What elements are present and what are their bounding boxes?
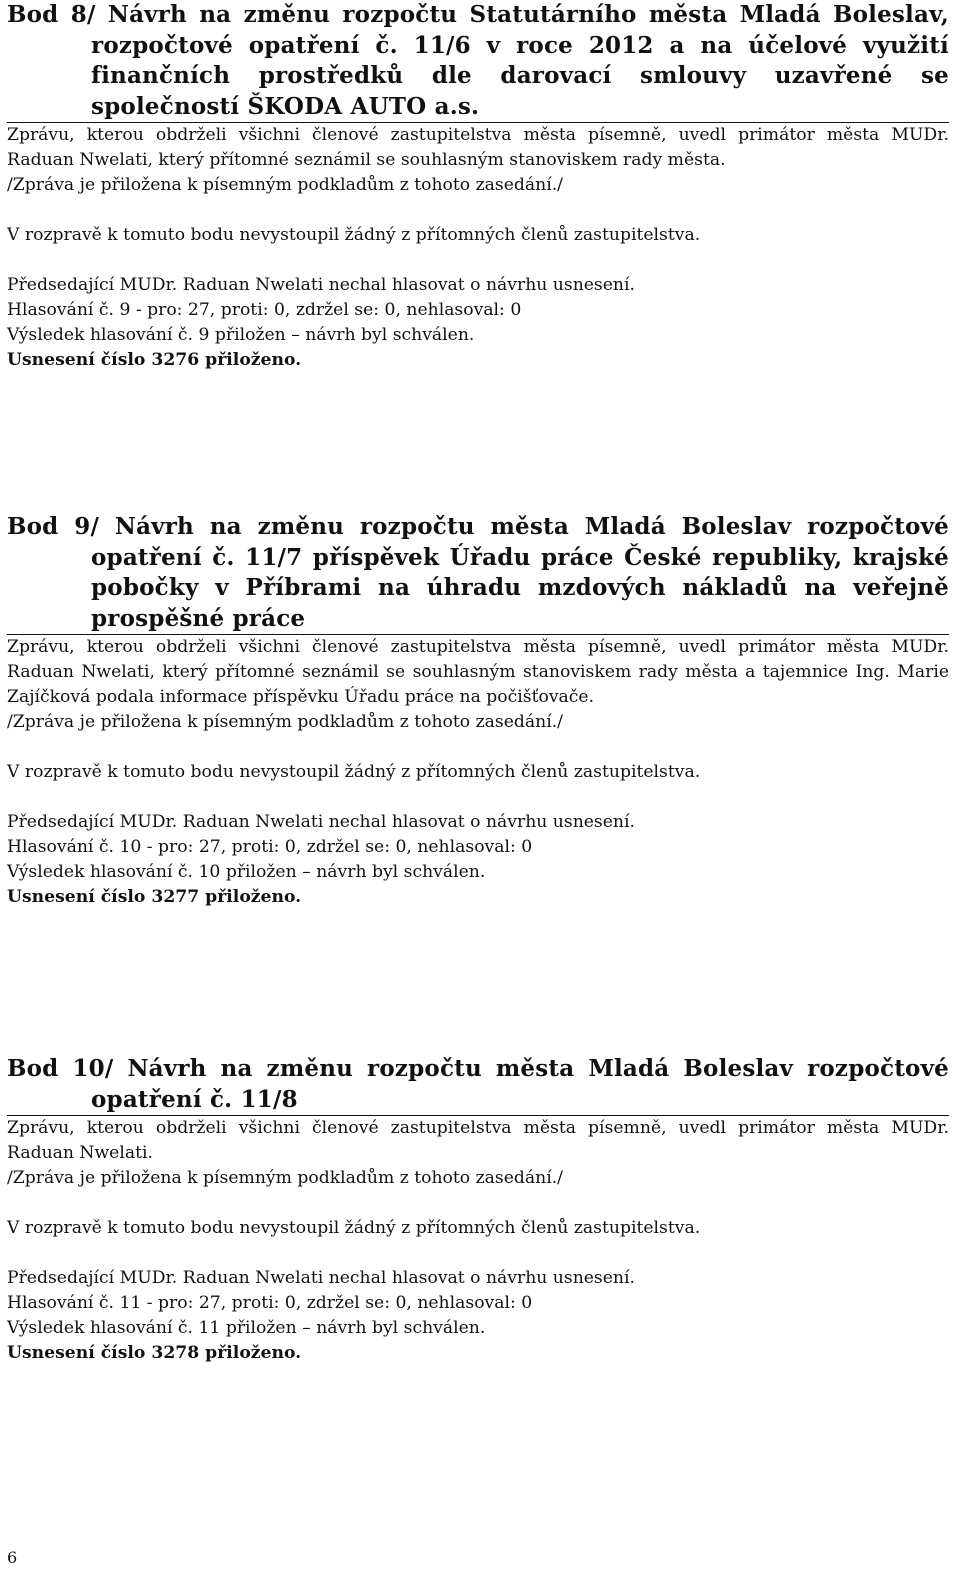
agenda-item-9 [7,512,949,910]
attachment-note: /Zpráva je přiložena k písemným podkladům z tohoto zasedání./ [7,712,563,732]
agenda-item-number: Bod 10/ [7,1055,128,1082]
attachment-note: /Zpráva je přiložena k písemným podkladům z tohoto zasedání./ [7,1168,563,1188]
attachment-note: /Zpráva je přiložena k písemným podkladům z tohoto zasedání./ [7,175,563,195]
chair-note: Předsedající MUDr. Raduan Nwelati nechal hlasovat o návrhu usnesení. [7,812,635,832]
agenda-item-title: Návrh na změnu rozpočtu města Mladá Boleslav rozpočtové opatření č. 11/8 [91,1055,949,1113]
report-paragraph: Zprávu, kterou obdrželi všichni členové zastupitelstva města písemně, uvedl primátor města MUDr. Raduan Nwelati, který přítomné seznámil se souhlasným stanoviskem rady města. [7,125,949,170]
agenda-item-heading [7,512,949,635]
vote-line: Hlasování č. 10 - pro: 27, proti: 0, zdržel se: 0, nehlasoval: 0 [7,837,533,857]
agenda-item-10 [7,1054,949,1366]
vote-result: Výsledek hlasování č. 9 přiložen – návrh byl schválen. [7,325,475,345]
agenda-item-heading [7,1054,949,1116]
report-paragraph: Zprávu, kterou obdrželi všichni členové zastupitelstva města písemně, uvedl primátor města MUDr. Raduan Nwelati, který přítomné seznámil se souhlasným stanoviskem rady města a tajemnice Ing. Marie Zajíčková podala informace příspěvku Úřadu práce na počišťovače. [7,637,949,707]
agenda-item-title: Návrh na změnu rozpočtu Statutárního města Mladá Boleslav, rozpočtové opatření č. 11/6 v roce 2012 a na účelové využití finančních prostředků dle darovací smlouvy uzavřené se společností ŠKODA AUTO a.s. [91,1,949,120]
report-paragraph: Zprávu, kterou obdrželi všichni členové zastupitelstva města písemně, uvedl primátor města MUDr. Raduan Nwelati. [7,1118,949,1163]
page-number: 6 [7,1548,18,1567]
vote-result: Výsledek hlasování č. 10 přiložen – návrh byl schválen. [7,862,486,882]
agenda-item-title: Návrh na změnu rozpočtu města Mladá Boleslav rozpočtové opatření č. 11/7 příspěvek Úřadu práce České republiky, krajské pobočky v Příbrami na úhradu mzdových nákladů na veřejně prospěšné práce [91,513,949,632]
agenda-item-heading [7,0,949,123]
vote-result: Výsledek hlasování č. 11 přiložen – návrh byl schválen. [7,1318,486,1338]
debate-note: V rozpravě k tomuto bodu nevystoupil žádný z přítomných členů zastupitelstva. [7,225,701,245]
chair-note: Předsedající MUDr. Raduan Nwelati nechal hlasovat o návrhu usnesení. [7,1268,635,1288]
resolution-note: Usnesení číslo 3276 přiloženo. [7,350,302,370]
vote-line: Hlasování č. 9 - pro: 27, proti: 0, zdržel se: 0, nehlasoval: 0 [7,300,522,320]
resolution-note: Usnesení číslo 3277 přiloženo. [7,887,302,907]
vote-line: Hlasování č. 11 - pro: 27, proti: 0, zdržel se: 0, nehlasoval: 0 [7,1293,533,1313]
agenda-item-number: Bod 9/ [7,513,115,540]
agenda-item-8 [7,0,949,373]
resolution-note: Usnesení číslo 3278 přiloženo. [7,1343,302,1363]
chair-note: Předsedající MUDr. Raduan Nwelati nechal hlasovat o návrhu usnesení. [7,275,635,295]
agenda-item-number: Bod 8/ [7,1,108,28]
debate-note: V rozpravě k tomuto bodu nevystoupil žádný z přítomných členů zastupitelstva. [7,762,701,782]
debate-note: V rozpravě k tomuto bodu nevystoupil žádný z přítomných členů zastupitelstva. [7,1218,701,1238]
